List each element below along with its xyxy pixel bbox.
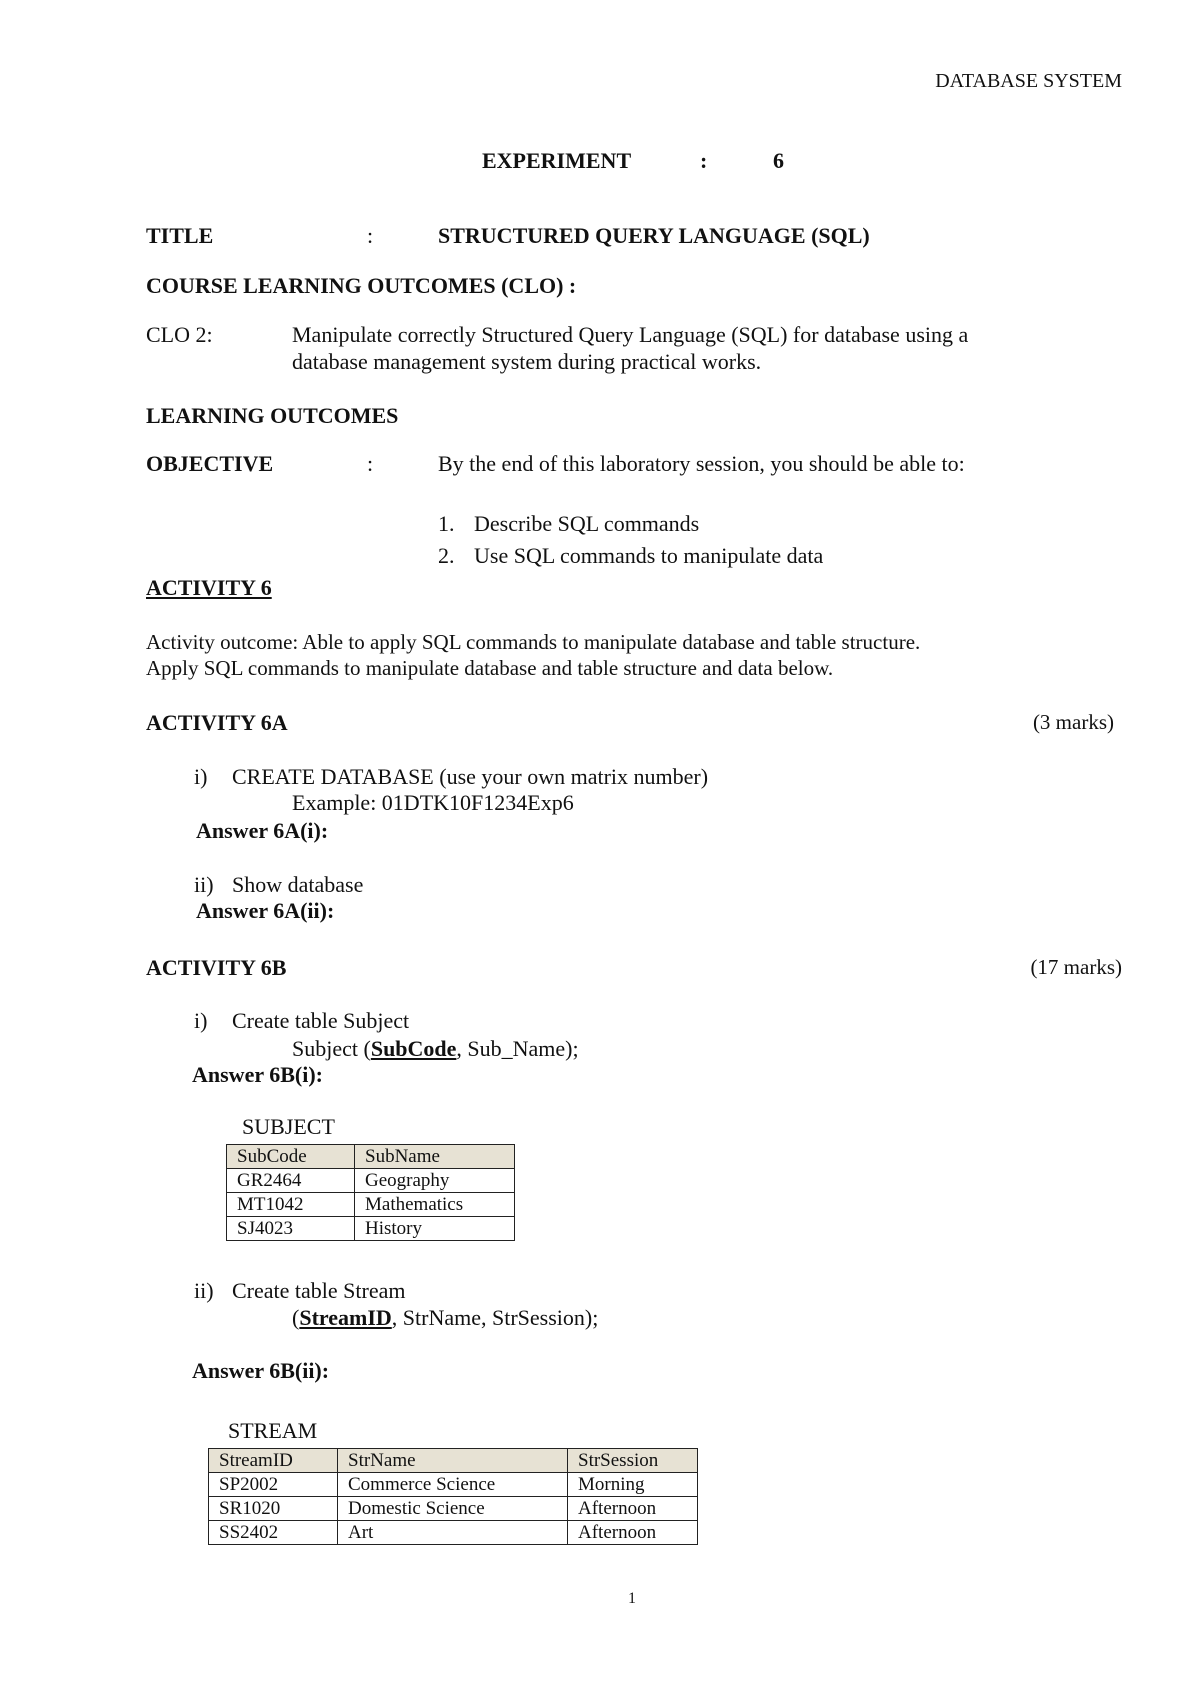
objective-item: Use SQL commands to manipulate data [474,543,824,568]
table-cell: History [355,1217,515,1241]
table-cell: MT1042 [227,1193,355,1217]
schema-text: Subject ( [292,1036,371,1061]
stream-schema [292,1305,598,1331]
subject-table-caption: SUBJECT [242,1114,335,1139]
activity6-outcome: Activity outcome: Able to apply SQL commands to manipulate database and table structure. [146,630,921,654]
title-label: TITLE [146,223,214,248]
table-row [227,1217,515,1241]
page-number: 1 [628,1590,636,1607]
table-cell: Geography [355,1169,515,1193]
table-cell: Domestic Science [338,1497,568,1521]
question-number: ii) [194,872,214,897]
activity6b-marks: (17 marks) [1030,955,1122,979]
column-header: StrName [338,1449,568,1473]
table-header-row [209,1449,698,1473]
table-cell: Mathematics [355,1193,515,1217]
title-separator: : [367,223,374,248]
experiment-label: EXPERIMENT [482,148,632,173]
table-cell: Afternoon [568,1521,698,1545]
primary-key: SubCode [370,1036,457,1061]
activity6-instruction: Apply SQL commands to manipulate database and table structure and data below. [146,656,834,680]
objective-item: Describe SQL commands [474,511,700,536]
clo-text-line1: Manipulate correctly Structured Query Language (SQL) for database using a [292,322,969,347]
activity6b-heading: ACTIVITY 6B [146,955,287,980]
subject-schema [292,1036,579,1062]
table-cell: Commerce Science [338,1473,568,1497]
table-row [209,1497,698,1521]
table-row [227,1169,515,1193]
activity6b-question1: Create table Subject [232,1008,410,1033]
table-cell: Morning [568,1473,698,1497]
running-header: DATABASE SYSTEM [935,70,1122,92]
question-number: ii) [194,1278,214,1303]
schema-text: ( [292,1305,300,1330]
table-cell: SS2402 [209,1521,338,1545]
objective-label: OBJECTIVE [146,451,274,476]
schema-text: , Sub_Name); [456,1036,579,1061]
subject-table [226,1144,515,1241]
question-number: i) [194,1008,208,1033]
table-cell: GR2464 [227,1169,355,1193]
activity6-heading: ACTIVITY 6 [146,575,272,600]
stream-table [208,1448,698,1545]
title-value: STRUCTURED QUERY LANGUAGE (SQL) [438,223,870,248]
clo-code: CLO 2: [146,322,213,347]
activity6a-example: Example: 01DTK10F1234Exp6 [292,790,574,815]
table-cell: Afternoon [568,1497,698,1521]
question-number: i) [194,764,208,789]
column-header: SubName [355,1145,515,1169]
column-header: SubCode [227,1145,355,1169]
table-cell: SP2002 [209,1473,338,1497]
answer-6b-ii-label: Answer 6B(ii): [192,1358,330,1383]
column-header: StreamID [209,1449,338,1473]
objective-item-number: 1. [438,511,455,536]
table-row [227,1193,515,1217]
answer-6a-ii-label: Answer 6A(ii): [196,898,335,923]
table-header-row [227,1145,515,1169]
clo-text-line2: database management system during practical works. [292,349,762,374]
table-cell: SJ4023 [227,1217,355,1241]
table-row [209,1473,698,1497]
learning-outcomes-heading: LEARNING OUTCOMES [146,403,399,428]
objective-intro: By the end of this laboratory session, you should be able to: [438,451,965,476]
activity6a-marks: (3 marks) [1032,710,1114,734]
stream-table-caption: STREAM [228,1418,318,1443]
experiment-number: 6 [773,148,784,173]
schema-text: , StrName, StrSession); [391,1305,599,1330]
table-cell: SR1020 [209,1497,338,1521]
objective-separator: : [367,451,374,476]
activity6a-heading: ACTIVITY 6A [146,710,288,735]
activity6a-question2: Show database [232,872,364,897]
primary-key: StreamID [299,1305,392,1330]
answer-6a-i-label: Answer 6A(i): [196,818,329,843]
objective-item-number: 2. [438,543,455,568]
activity6a-question1: CREATE DATABASE (use your own matrix number) [232,764,709,789]
clo-heading: COURSE LEARNING OUTCOMES (CLO) : [146,273,577,298]
column-header: StrSession [568,1449,698,1473]
table-row [209,1521,698,1545]
activity6b-question2: Create table Stream [232,1278,406,1303]
table-cell: Art [338,1521,568,1545]
answer-6b-i-label: Answer 6B(i): [192,1062,323,1087]
experiment-separator: : [700,148,708,173]
